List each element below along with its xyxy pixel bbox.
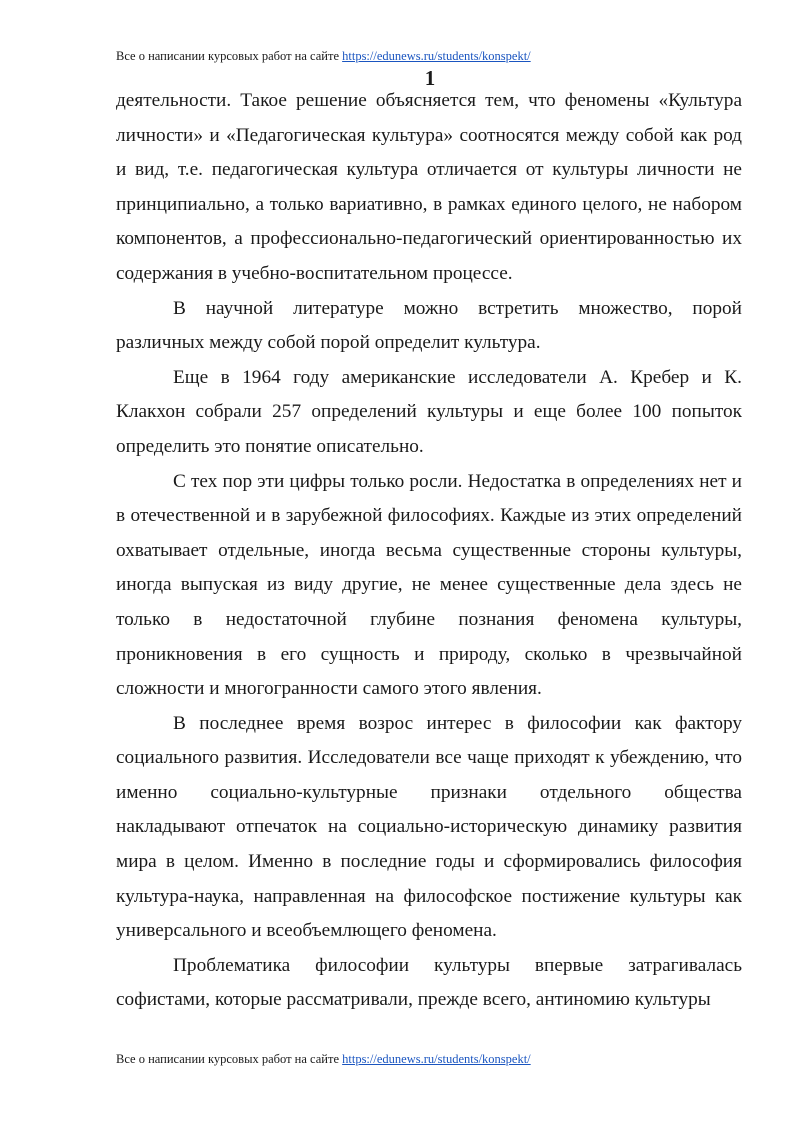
- header-link[interactable]: https://edunews.ru/students/konspekt/: [342, 49, 531, 63]
- paragraph: В последнее время возрос интерес в философии как фактору социального развития. Исследователи все чаще приходят к убеждению, что именно социально-культурные признаки отдельного общества накладывают отпечаток на социально-историческую динамику развития мира в целом. Именно в последние годы и сформировались философия культура-наука, направленная на философское постижение культуры как универсального и всеобъемлющего феномена.: [116, 712, 742, 942]
- page-footer: [116, 1051, 531, 1067]
- footer-link[interactable]: https://edunews.ru/students/konspekt/: [342, 1052, 531, 1066]
- paragraph: Еще в 1964 году американские исследователи А. Кребер и К. Клакхон собрали 257 определений культуры и еще более 100 попыток определить это понятие описательно.: [116, 366, 742, 457]
- paragraph: В научной литературе можно встретить множество, порой различных между собой порой определит культура.: [116, 297, 742, 354]
- page-header: [116, 48, 531, 64]
- paragraph: С тех пор эти цифры только росли. Недостатка в определениях нет и в отечественной и в зарубежной философиях. Каждые из этих определений охватывает отдельные, иногда весьма существенные стороны культуры, иногда выпуская из виду другие, не менее существенные дела здесь не только в недостаточной глубине познания феномена культуры, проникновения в его сущность и природу, сколько в чрезвычайной сложности и многогранности самого этого явления.: [116, 470, 742, 700]
- paragraph: Проблематика философии культуры впервые затрагивалась софистами, которые рассматривали, прежде всего, антиномию культуры: [116, 954, 742, 1011]
- header-text: Все о написании курсовых работ на сайте: [116, 49, 343, 63]
- footer-text: Все о написании курсовых работ на сайте: [116, 1052, 343, 1066]
- body-text: [116, 84, 742, 1018]
- page-number: 1: [424, 66, 436, 90]
- paragraph: деятельности. Такое решение объясняется тем, что феномены «Культура личности» и «Педагогическая культура» соотносятся между собой как род и вид, т.е. педагогическая культура отличается от культуры личности не принципиально, а только вариативно, в рамках единого целого, не набором компонентов, а профессионально-педагогический ориентированностью их содержания в учебно-воспитательном процессе.: [116, 90, 742, 284]
